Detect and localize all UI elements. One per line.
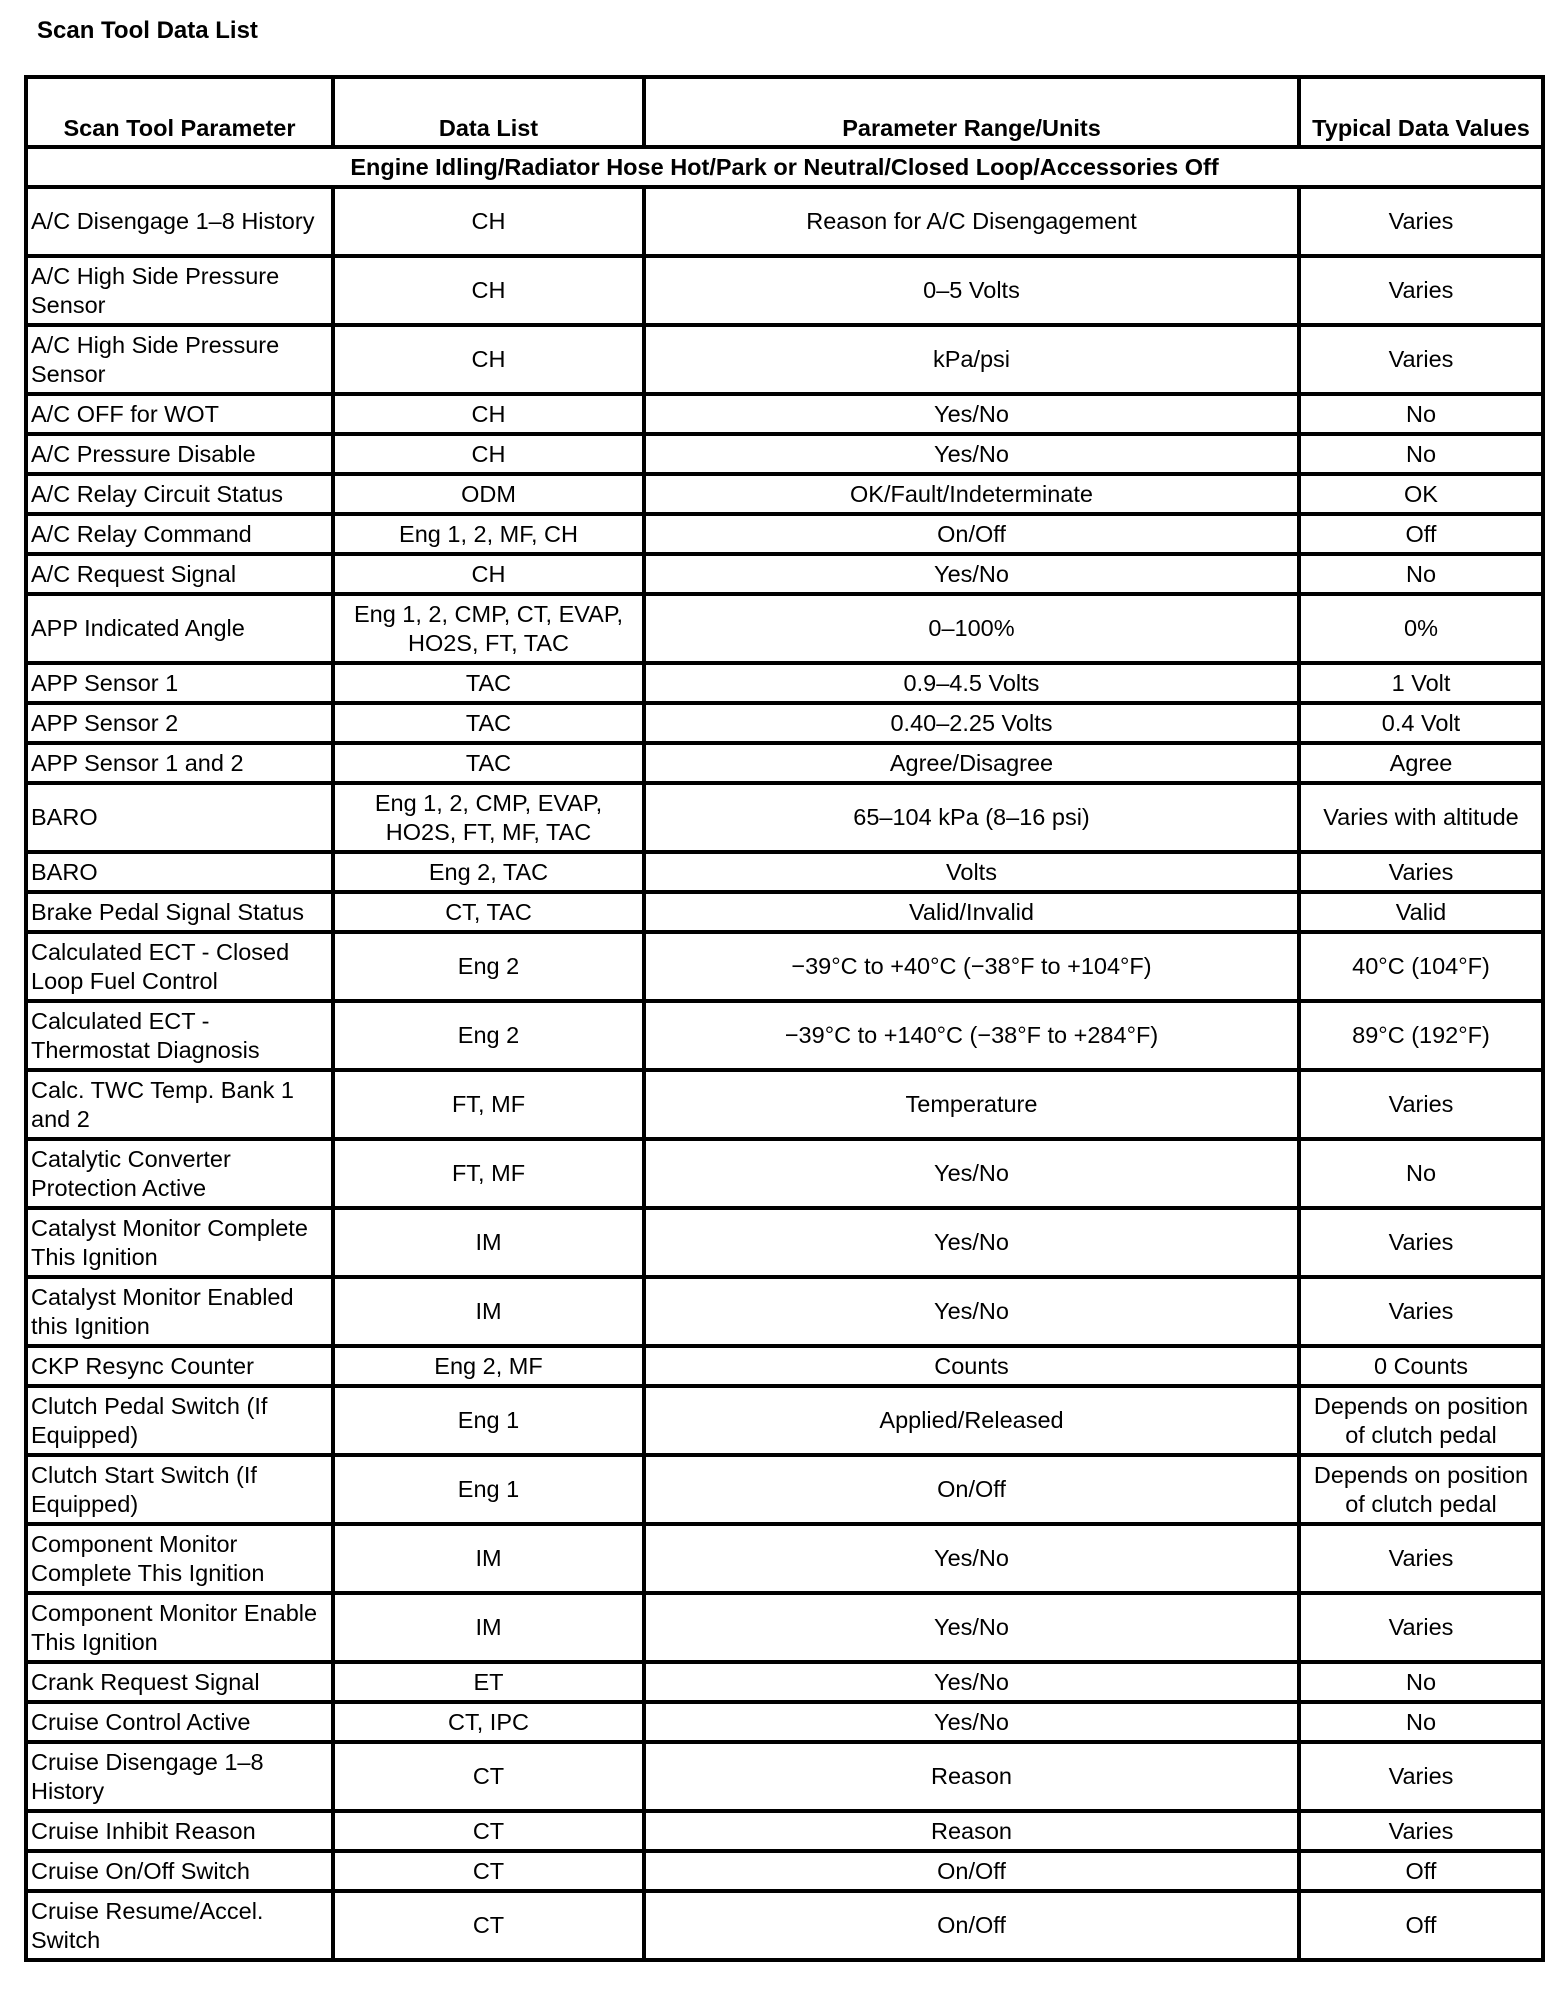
cell-parameter: Clutch Pedal Switch (If Equipped)	[26, 1386, 333, 1455]
cell-typical-value: Depends on position of clutch pedal	[1299, 1455, 1543, 1524]
cell-data-list: CH	[333, 394, 644, 434]
cell-typical-value: No	[1299, 554, 1543, 594]
cell-typical-value: Valid	[1299, 892, 1543, 932]
cell-data-list: IM	[333, 1208, 644, 1277]
table-body	[26, 187, 1543, 1960]
cell-data-list: CT	[333, 1742, 644, 1811]
cell-typical-value: No	[1299, 1662, 1543, 1702]
cell-parameter: CKP Resync Counter	[26, 1346, 333, 1386]
cell-data-list: Eng 1	[333, 1455, 644, 1524]
cell-parameter-range: 0–100%	[644, 594, 1299, 663]
cell-typical-value: 0 Counts	[1299, 1346, 1543, 1386]
cell-data-list: CH	[333, 554, 644, 594]
cell-typical-value: No	[1299, 434, 1543, 474]
table-row	[26, 1277, 1543, 1346]
cell-parameter: A/C High Side Pressure Sensor	[26, 256, 333, 325]
table-row	[26, 743, 1543, 783]
cell-parameter-range: Yes/No	[644, 554, 1299, 594]
cell-parameter-range: 0–5 Volts	[644, 256, 1299, 325]
cell-typical-value: Varies	[1299, 852, 1543, 892]
cell-data-list: CH	[333, 325, 644, 394]
cell-data-list: TAC	[333, 703, 644, 743]
cell-data-list: IM	[333, 1524, 644, 1593]
table-row	[26, 434, 1543, 474]
cell-parameter-range: 0.40–2.25 Volts	[644, 703, 1299, 743]
cell-typical-value: Varies	[1299, 1524, 1543, 1593]
cell-parameter-range: Yes/No	[644, 1277, 1299, 1346]
table-row	[26, 932, 1543, 1001]
cell-data-list: TAC	[333, 663, 644, 703]
cell-parameter: Calc. TWC Temp. Bank 1 and 2	[26, 1070, 333, 1139]
cell-data-list: ODM	[333, 474, 644, 514]
cell-typical-value: 0.4 Volt	[1299, 703, 1543, 743]
cell-typical-value: Varies	[1299, 1070, 1543, 1139]
header-typical-values: Typical Data Values	[1299, 77, 1543, 147]
cell-parameter-range: kPa/psi	[644, 325, 1299, 394]
cell-typical-value: Varies	[1299, 325, 1543, 394]
cell-parameter-range: Agree/Disagree	[644, 743, 1299, 783]
table-row	[26, 394, 1543, 434]
cell-parameter-range: Yes/No	[644, 1208, 1299, 1277]
cell-data-list: CT, TAC	[333, 892, 644, 932]
cell-parameter-range: Yes/No	[644, 1662, 1299, 1702]
cell-parameter-range: On/Off	[644, 514, 1299, 554]
cell-parameter-range: Reason for A/C Disengagement	[644, 187, 1299, 256]
cell-typical-value: Varies	[1299, 1277, 1543, 1346]
cell-parameter-range: Counts	[644, 1346, 1299, 1386]
cell-typical-value: Varies	[1299, 1593, 1543, 1662]
cell-typical-value: No	[1299, 394, 1543, 434]
table-row	[26, 1662, 1543, 1702]
table-row	[26, 663, 1543, 703]
table-row	[26, 514, 1543, 554]
cell-parameter-range: Temperature	[644, 1070, 1299, 1139]
cell-data-list: ET	[333, 1662, 644, 1702]
header-data-list: Data List	[333, 77, 644, 147]
cell-parameter-range: Volts	[644, 852, 1299, 892]
header-parameter-range: Parameter Range/Units	[644, 77, 1299, 147]
page-title: Scan Tool Data List	[37, 17, 258, 44]
table-row	[26, 1891, 1543, 1960]
cell-typical-value: Varies	[1299, 256, 1543, 325]
cell-parameter-range: −39°C to +40°C (−38°F to +104°F)	[644, 932, 1299, 1001]
cell-parameter-range: Valid/Invalid	[644, 892, 1299, 932]
section-row	[26, 147, 1543, 187]
cell-parameter: Catalyst Monitor Enabled this Ignition	[26, 1277, 333, 1346]
cell-data-list: Eng 2	[333, 1001, 644, 1070]
cell-parameter: APP Sensor 1	[26, 663, 333, 703]
cell-typical-value: OK	[1299, 474, 1543, 514]
cell-parameter: Calculated ECT - Closed Loop Fuel Control	[26, 932, 333, 1001]
cell-data-list: CT	[333, 1851, 644, 1891]
cell-data-list: CT	[333, 1891, 644, 1960]
cell-parameter: A/C High Side Pressure Sensor	[26, 325, 333, 394]
cell-parameter-range: Applied/Released	[644, 1386, 1299, 1455]
cell-parameter-range: On/Off	[644, 1455, 1299, 1524]
cell-typical-value: 40°C (104°F)	[1299, 932, 1543, 1001]
table-row	[26, 1139, 1543, 1208]
cell-typical-value: Depends on position of clutch pedal	[1299, 1386, 1543, 1455]
cell-data-list: Eng 1, 2, CMP, EVAP, HO2S, FT, MF, TAC	[333, 783, 644, 852]
cell-parameter: Cruise Inhibit Reason	[26, 1811, 333, 1851]
table-row	[26, 1386, 1543, 1455]
cell-data-list: Eng 1, 2, CMP, CT, EVAP, HO2S, FT, TAC	[333, 594, 644, 663]
cell-typical-value: Varies	[1299, 1742, 1543, 1811]
cell-parameter-range: Yes/No	[644, 394, 1299, 434]
scan-tool-data-table	[24, 75, 1545, 1962]
cell-parameter-range: Yes/No	[644, 1524, 1299, 1593]
cell-data-list: FT, MF	[333, 1139, 644, 1208]
cell-typical-value: 1 Volt	[1299, 663, 1543, 703]
cell-data-list: CH	[333, 187, 644, 256]
cell-parameter-range: Reason	[644, 1811, 1299, 1851]
table-row	[26, 474, 1543, 514]
cell-typical-value: Varies	[1299, 1811, 1543, 1851]
table-row	[26, 1742, 1543, 1811]
cell-parameter-range: Yes/No	[644, 434, 1299, 474]
table-row	[26, 1346, 1543, 1386]
cell-parameter: A/C Relay Circuit Status	[26, 474, 333, 514]
cell-parameter-range: OK/Fault/Indeterminate	[644, 474, 1299, 514]
table-row	[26, 1524, 1543, 1593]
cell-typical-value: No	[1299, 1139, 1543, 1208]
cell-data-list: CT	[333, 1811, 644, 1851]
cell-typical-value: Off	[1299, 1851, 1543, 1891]
cell-typical-value: No	[1299, 1702, 1543, 1742]
cell-data-list: Eng 1, 2, MF, CH	[333, 514, 644, 554]
table-row	[26, 1593, 1543, 1662]
cell-parameter: APP Indicated Angle	[26, 594, 333, 663]
table-header-row	[26, 77, 1543, 147]
table-row	[26, 852, 1543, 892]
cell-data-list: Eng 2, MF	[333, 1346, 644, 1386]
table-row	[26, 325, 1543, 394]
cell-parameter: BARO	[26, 852, 333, 892]
cell-parameter: Cruise Resume/Accel. Switch	[26, 1891, 333, 1960]
table-row	[26, 1811, 1543, 1851]
cell-data-list: CH	[333, 256, 644, 325]
cell-parameter: Clutch Start Switch (If Equipped)	[26, 1455, 333, 1524]
cell-parameter-range: Yes/No	[644, 1139, 1299, 1208]
table-row	[26, 703, 1543, 743]
cell-parameter: BARO	[26, 783, 333, 852]
cell-parameter: Crank Request Signal	[26, 1662, 333, 1702]
cell-parameter: Cruise Control Active	[26, 1702, 333, 1742]
cell-data-list: CH	[333, 434, 644, 474]
cell-parameter: Catalytic Converter Protection Active	[26, 1139, 333, 1208]
cell-parameter: Component Monitor Complete This Ignition	[26, 1524, 333, 1593]
cell-data-list: CT, IPC	[333, 1702, 644, 1742]
table-row	[26, 1070, 1543, 1139]
table-row	[26, 256, 1543, 325]
cell-parameter: Cruise Disengage 1–8 History	[26, 1742, 333, 1811]
cell-parameter: A/C OFF for WOT	[26, 394, 333, 434]
table-row	[26, 554, 1543, 594]
cell-typical-value: Varies	[1299, 1208, 1543, 1277]
table-row	[26, 1851, 1543, 1891]
cell-parameter: Calculated ECT - Thermostat Diagnosis	[26, 1001, 333, 1070]
cell-parameter-range: Reason	[644, 1742, 1299, 1811]
table-row	[26, 783, 1543, 852]
section-label: Engine Idling/Radiator Hose Hot/Park or Neutral/Closed Loop/Accessories Off	[26, 147, 1543, 187]
table-row	[26, 1208, 1543, 1277]
table-row	[26, 1001, 1543, 1070]
table-row	[26, 1455, 1543, 1524]
cell-parameter-range: 0.9–4.5 Volts	[644, 663, 1299, 703]
cell-typical-value: Off	[1299, 514, 1543, 554]
cell-typical-value: 89°C (192°F)	[1299, 1001, 1543, 1070]
cell-parameter: Brake Pedal Signal Status	[26, 892, 333, 932]
cell-parameter: A/C Disengage 1–8 History	[26, 187, 333, 256]
cell-parameter: A/C Pressure Disable	[26, 434, 333, 474]
cell-parameter-range: −39°C to +140°C (−38°F to +284°F)	[644, 1001, 1299, 1070]
cell-parameter: Catalyst Monitor Complete This Ignition	[26, 1208, 333, 1277]
cell-parameter-range: On/Off	[644, 1891, 1299, 1960]
cell-parameter-range: Yes/No	[644, 1593, 1299, 1662]
cell-typical-value: Varies with altitude	[1299, 783, 1543, 852]
cell-typical-value: Varies	[1299, 187, 1543, 256]
header-scan-tool-parameter: Scan Tool Parameter	[26, 77, 333, 147]
table-row	[26, 892, 1543, 932]
cell-typical-value: Agree	[1299, 743, 1543, 783]
cell-parameter-range: Yes/No	[644, 1702, 1299, 1742]
cell-data-list: IM	[333, 1593, 644, 1662]
cell-typical-value: Off	[1299, 1891, 1543, 1960]
table-row	[26, 1702, 1543, 1742]
cell-parameter: Component Monitor Enable This Ignition	[26, 1593, 333, 1662]
cell-parameter-range: 65–104 kPa (8–16 psi)	[644, 783, 1299, 852]
table-row	[26, 594, 1543, 663]
cell-parameter: APP Sensor 1 and 2	[26, 743, 333, 783]
cell-data-list: Eng 1	[333, 1386, 644, 1455]
cell-data-list: FT, MF	[333, 1070, 644, 1139]
cell-typical-value: 0%	[1299, 594, 1543, 663]
cell-data-list: IM	[333, 1277, 644, 1346]
cell-parameter: APP Sensor 2	[26, 703, 333, 743]
cell-parameter: Cruise On/Off Switch	[26, 1851, 333, 1891]
cell-parameter: A/C Request Signal	[26, 554, 333, 594]
cell-parameter: A/C Relay Command	[26, 514, 333, 554]
cell-data-list: Eng 2, TAC	[333, 852, 644, 892]
table-row	[26, 187, 1543, 256]
cell-data-list: TAC	[333, 743, 644, 783]
cell-parameter-range: On/Off	[644, 1851, 1299, 1891]
cell-data-list: Eng 2	[333, 932, 644, 1001]
